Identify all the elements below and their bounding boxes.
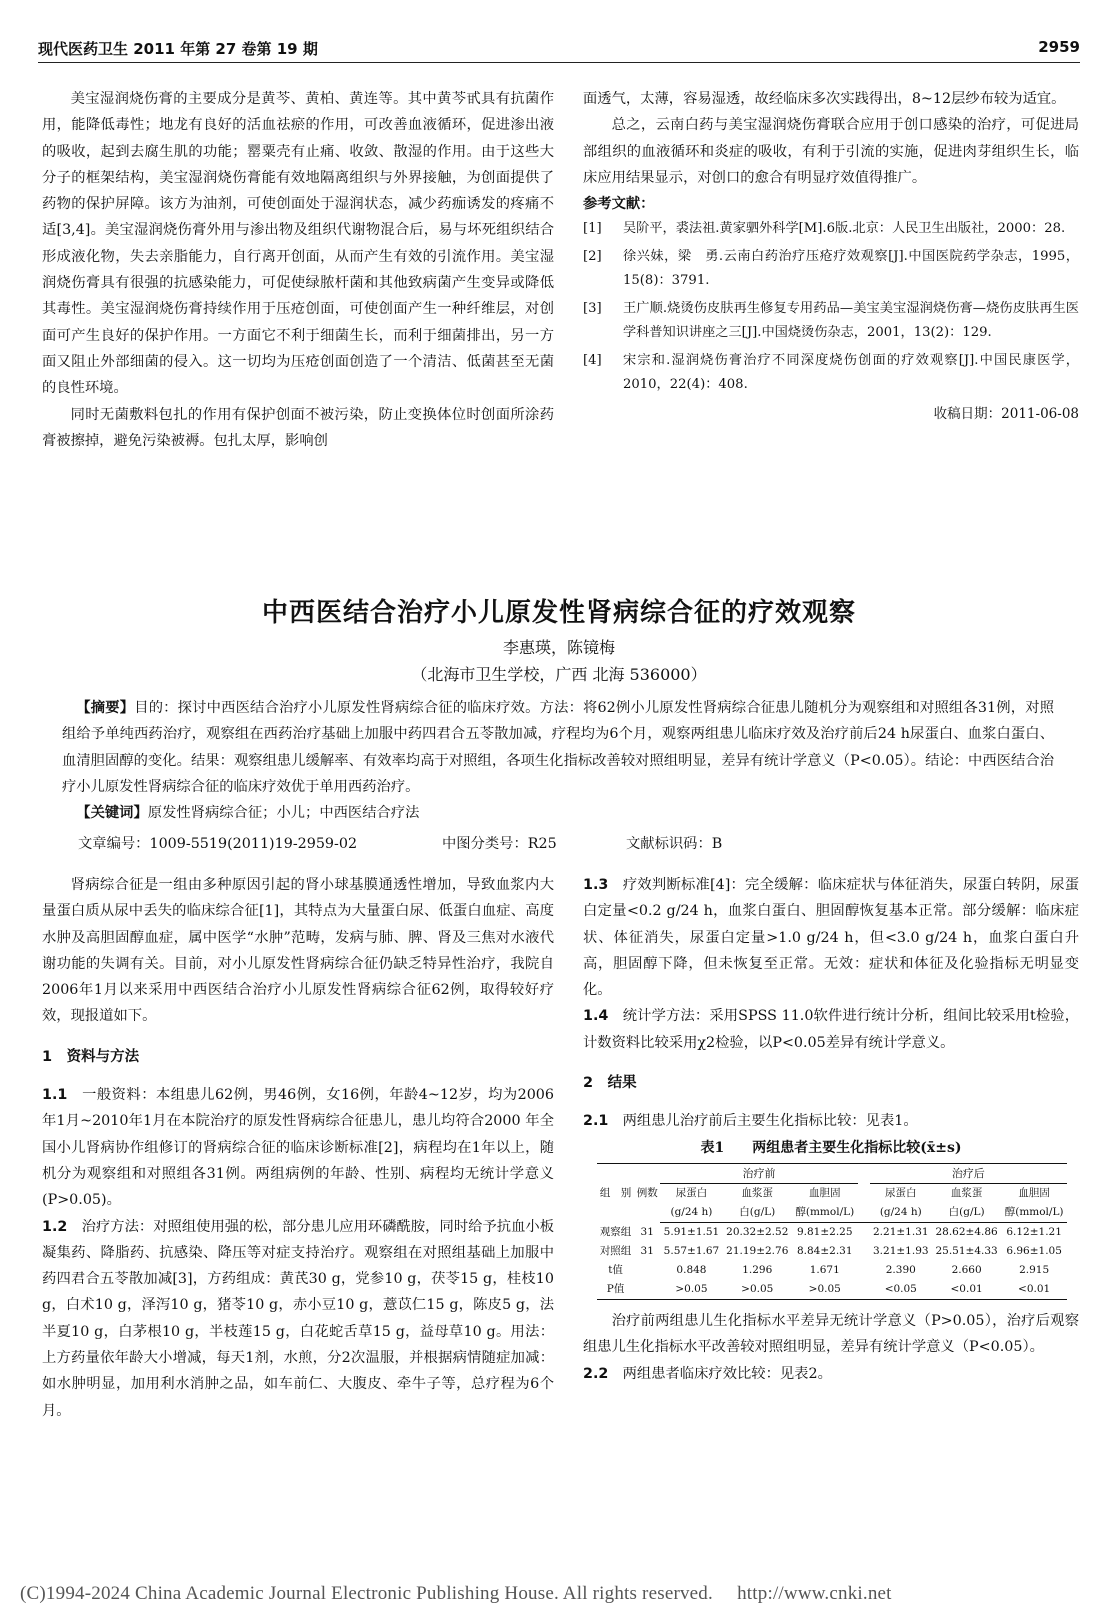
paragraph: 面透气，太薄，容易湿透，故经临床多次实践得出，8~12层纱布较为适宜。 [583, 91, 1066, 107]
data-table [597, 1163, 1067, 1300]
col-header: (g/24 h) [870, 1203, 932, 1223]
reference-item: [1] 吴阶平，裘法祖.黄家驷外科学[M].6版.北京：人民卫生出版社，2000：28. [583, 221, 1066, 237]
paragraph: 同时无菌敷料包扎的作用有保护创面不被污染，防止变换体位时创面所涂药膏被擦掉，避免污染被褥。包扎太厚，影响创 [42, 406, 554, 449]
prev-article-right-column [583, 86, 1079, 428]
clc-number: 中图分类号：R25 [442, 836, 557, 852]
col-header: 尿蛋白 [675, 1186, 708, 1199]
subsection-2-2: 2.2 两组患者临床疗效比较：见表2。 [583, 1365, 832, 1382]
prev-article-left-column [42, 86, 554, 454]
subsection-1-3: 1.3 疗效判断标准[4]：完全缓解：临床症状与体征消失，尿蛋白转阴，尿蛋白定量<0.2 g/24 h，血浆白蛋白、胆固醇恢复基本正常。部分缓解：临床症状、体征消失，尿蛋白定量>1.0 g/24 h，但<3.0 g/24 h，血浆白蛋白升高，胆固醇下降，但未恢复至正常。无效：症状和体征及化验指标无明显变化。 [583, 877, 1079, 999]
table-row: P值 >0.05 >0.05 >0.05 <0.05 <0.01 <0.01 [597, 1280, 1067, 1300]
col-header: 血浆蛋 [741, 1186, 774, 1199]
abstract-label: 【摘要】 [76, 700, 135, 716]
col-header: 血胆固 [1018, 1186, 1050, 1199]
received-date: 收稿日期：2011-06-08 [933, 406, 1079, 423]
table-row: 观察组 31 5.91±1.51 20.32±2.52 9.81±2.25 2.21±1.31 28.62±4.86 6.12±1.21 [599, 1225, 1062, 1238]
col-header: 醇(mmol/L) [1001, 1203, 1067, 1223]
col-header: 血浆蛋 [950, 1186, 983, 1199]
col-header: 白(g/L) [932, 1203, 1001, 1223]
col-header: 血胆固 [809, 1186, 841, 1199]
col-header: 尿蛋白 [885, 1186, 917, 1199]
section-heading: 1 资料与方法 [42, 1048, 140, 1065]
col-header: (g/24 h) [660, 1203, 722, 1223]
table-row: t值 0.848 1.296 1.671 2.390 2.660 2.915 [608, 1263, 1050, 1276]
abstract-text: 目的：探讨中西医结合治疗小儿原发性肾病综合征的临床疗效。方法：将62例小儿原发性肾病综合征患儿随机分为观察组和对照组各31例，对照组给予单纯西药治疗，观察组在西药治疗基础上加服中药四君合五苓散加减，疗程均为6个月，观察两组患儿临床疗效及治疗前后24 h尿蛋白、血浆白蛋白、血清胆固醇的变化。结果：观察组患儿缓解率、有效率均高于对照组，各项生化指标改善较对照组明显，差异有统计学意义（P<0.05）。结论：中西医结合治疗小儿原发性肾病综合征的临床疗效优于单用西药治疗。 [62, 700, 1054, 795]
table-caption: 表1 两组患者主要生化指标比较(x̄±s) [700, 1139, 962, 1156]
reference-list [583, 217, 1079, 397]
article-authors: 李惠瑛，陈镜梅 [502, 638, 615, 657]
subsection-1-4: 1.4 统计学方法：采用SPSS 11.0软件进行统计分析，组间比较采用t检验，计数资料比较采用χ2检验，以P<0.05差异有统计学意义。 [583, 1008, 1079, 1051]
intro-paragraph: 肾病综合征是一组由多种原因引起的肾小球基膜通透性增加，导致血浆内大量蛋白质从尿中丢失的临床综合征[1]，其特点为大量蛋白尿、低蛋白血症、高度水肿及高胆固醇血症，属中医学“水肿”范畴，发病与肺、脾、肾及三焦对水液代谢功能的失调有关。目前，对小儿原发性肾病综合征仍缺乏特异性治疗，我院自2006年1月以来采用中西医结合治疗小儿原发性肾病综合征62例，取得较好疗效，现报道如下。 [42, 877, 554, 1025]
col-header: 白(g/L) [723, 1203, 792, 1223]
col-header-n: 例数 [634, 1163, 660, 1222]
keywords-text: 原发性肾病综合征；小儿；中西医结合疗法 [147, 805, 420, 822]
keywords-label: 【关键词】 [76, 805, 148, 822]
table-1 [583, 1163, 1079, 1300]
subsection-1-2: 1.2 治疗方法：对照组使用强的松，部分患儿应用环磷酰胺，同时给予抗血小板凝集药、降脂药、抗感染、降压等对症支持治疗。观察组在对照组基础上加服中药四君合五苓散加减[3]，方药组成：黄芪30 g，党参10 g，茯苓15 g，桂枝10 g，白术10 g，泽泻10 g，猪苓10 g，赤小豆10 g，薏苡仁15 g，陈皮5 g，法半夏10 g，白茅根10 g，半枝莲15 g，白花蛇舌草15 g，益母草10 g。用法：上方药量依年龄大小增减，每天1剂，水煎，分2次温服，并根据病情随症加减：如水肿明显，加用利水消肿之品，如车前仁、大腹皮、牵牛子等，总疗程为6个月。 [42, 1218, 554, 1419]
copyright-footer: (C)1994-2024 China Academic Journal Electronic Publishing House. All rights reserved. http://www.cnki.net [20, 1583, 892, 1604]
reference-item: [3] 王广顺.烧烫伤皮肤再生修复专用药品—美宝美宝湿润烧伤膏—烧伤皮肤再生医学科普知识讲座之三[J].中国烧烫伤杂志，2001，13(2)：129. [583, 301, 1079, 341]
paragraph: 总之，云南白药与美宝湿润烧伤膏联合应用于创口感染的治疗，可促进局部组织的血液循环和炎症的吸收，有利于引流的实施，促进肉芽组织生长，临床应用结果显示，对创口的愈合有明显疗效值得推广。 [583, 117, 1079, 186]
keywords [62, 800, 1054, 826]
paragraph: 治疗前两组患儿生化指标水平差异无统计学意义（P>0.05），治疗后观察组患儿生化指标水平改善较对照组明显，差异有统计学意义（P<0.05）。 [583, 1312, 1079, 1356]
running-header [38, 36, 1080, 63]
group-header-after: 治疗后 [870, 1163, 1067, 1183]
col-header-group: 组 别 [597, 1163, 634, 1222]
table-row: 对照组 31 5.57±1.67 21.19±2.76 8.84±2.31 3.21±1.93 25.51±4.33 6.96±1.05 [599, 1244, 1062, 1257]
section-heading: 2 结果 [583, 1075, 637, 1092]
col-header: 醇(mmol/L) [792, 1203, 858, 1223]
abstract-block [62, 695, 1054, 826]
paragraph: 美宝湿润烧伤膏的主要成分是黄芩、黄柏、黄连等。其中黄芩甙具有抗菌作用，能降低毒性；地龙有良好的活血祛瘀的作用，可改善血液循环，促进渗出液的吸收，起到去腐生肌的功能；罂粟壳有止痛、收敛、散湿的作用。由于这些大分子的框架结构，美宝湿润烧伤膏能有效地隔离组织与外界接触，为创面提供了药物的保护屏障。该方为油剂，可使创面处于湿润状态，减少药痂诱发的疼痛不适[3,4]。美宝湿润烧伤膏外用与渗出物及组织代谢物混合后，易与坏死组织结合形成液化物，失去亲脂能力，自行离开创面，从而产生有效的引流作用。美宝湿润烧伤膏具有很强的抗感染能力，可促使绿脓杆菌和其他致病菌产生变异或降低其毒性。美宝湿润烧伤膏持续作用于压疮创面，可使创面产生一种纤维层，对创面可产生良好的保护作用。一方面它不利于细菌生长，而利于细菌排出，另一方面又阻止外部细菌的侵入。这一切均为压疮创面创造了一个清洁、低菌甚至无菌的良性环境。 [42, 91, 554, 397]
group-header-before: 治疗前 [660, 1163, 857, 1183]
article-id: 文章编号：1009-5519(2011)19-2959-02 [78, 836, 358, 852]
references-heading: 参考文献： [583, 196, 655, 213]
body-right-column [583, 872, 1079, 1387]
body-left-column [42, 872, 554, 1424]
subsection-2-1: 2.1 两组患儿治疗前后主要生化指标比较：见表1。 [583, 1113, 918, 1130]
reference-item: [4] 宋宗和.湿润烧伤膏治疗不同深度烧伤创面的疗效观察[J].中国民康医学，2010，22(4)：408. [583, 353, 1079, 393]
article-title: 中西医结合治疗小儿原发性肾病综合征的疗效观察 [261, 598, 856, 628]
journal-name: 现代医药卫生 2011 年第 27 卷第 19 期 [38, 40, 318, 58]
document-code: 文献标识码：B [626, 836, 723, 852]
reference-item: [2] 徐兴妹，梁 勇.云南白药治疗压疮疗效观察[J].中国医院药学杂志，1995，15(8)：3791. [583, 249, 1079, 289]
abstract [62, 695, 1054, 800]
subsection-1-1: 1.1 一般资料：本组患儿62例，男46例，女16例，年龄4~12岁，均为2006年1月~2010年1月在本院治疗的原发性肾病综合征患儿，患儿均符合2000 年全国小儿肾病协作组修订的肾病综合征的临床诊断标准[2]，病程均在1年以上，随机分为观察组和对照组各31例。两组病例的年龄、性别、病程均无统计学意义(P>0.05)。 [42, 1087, 554, 1209]
page-number: 2959 [1038, 38, 1080, 56]
article-affiliation: （北海市卫生学校，广西 北海 536000） [411, 665, 707, 684]
